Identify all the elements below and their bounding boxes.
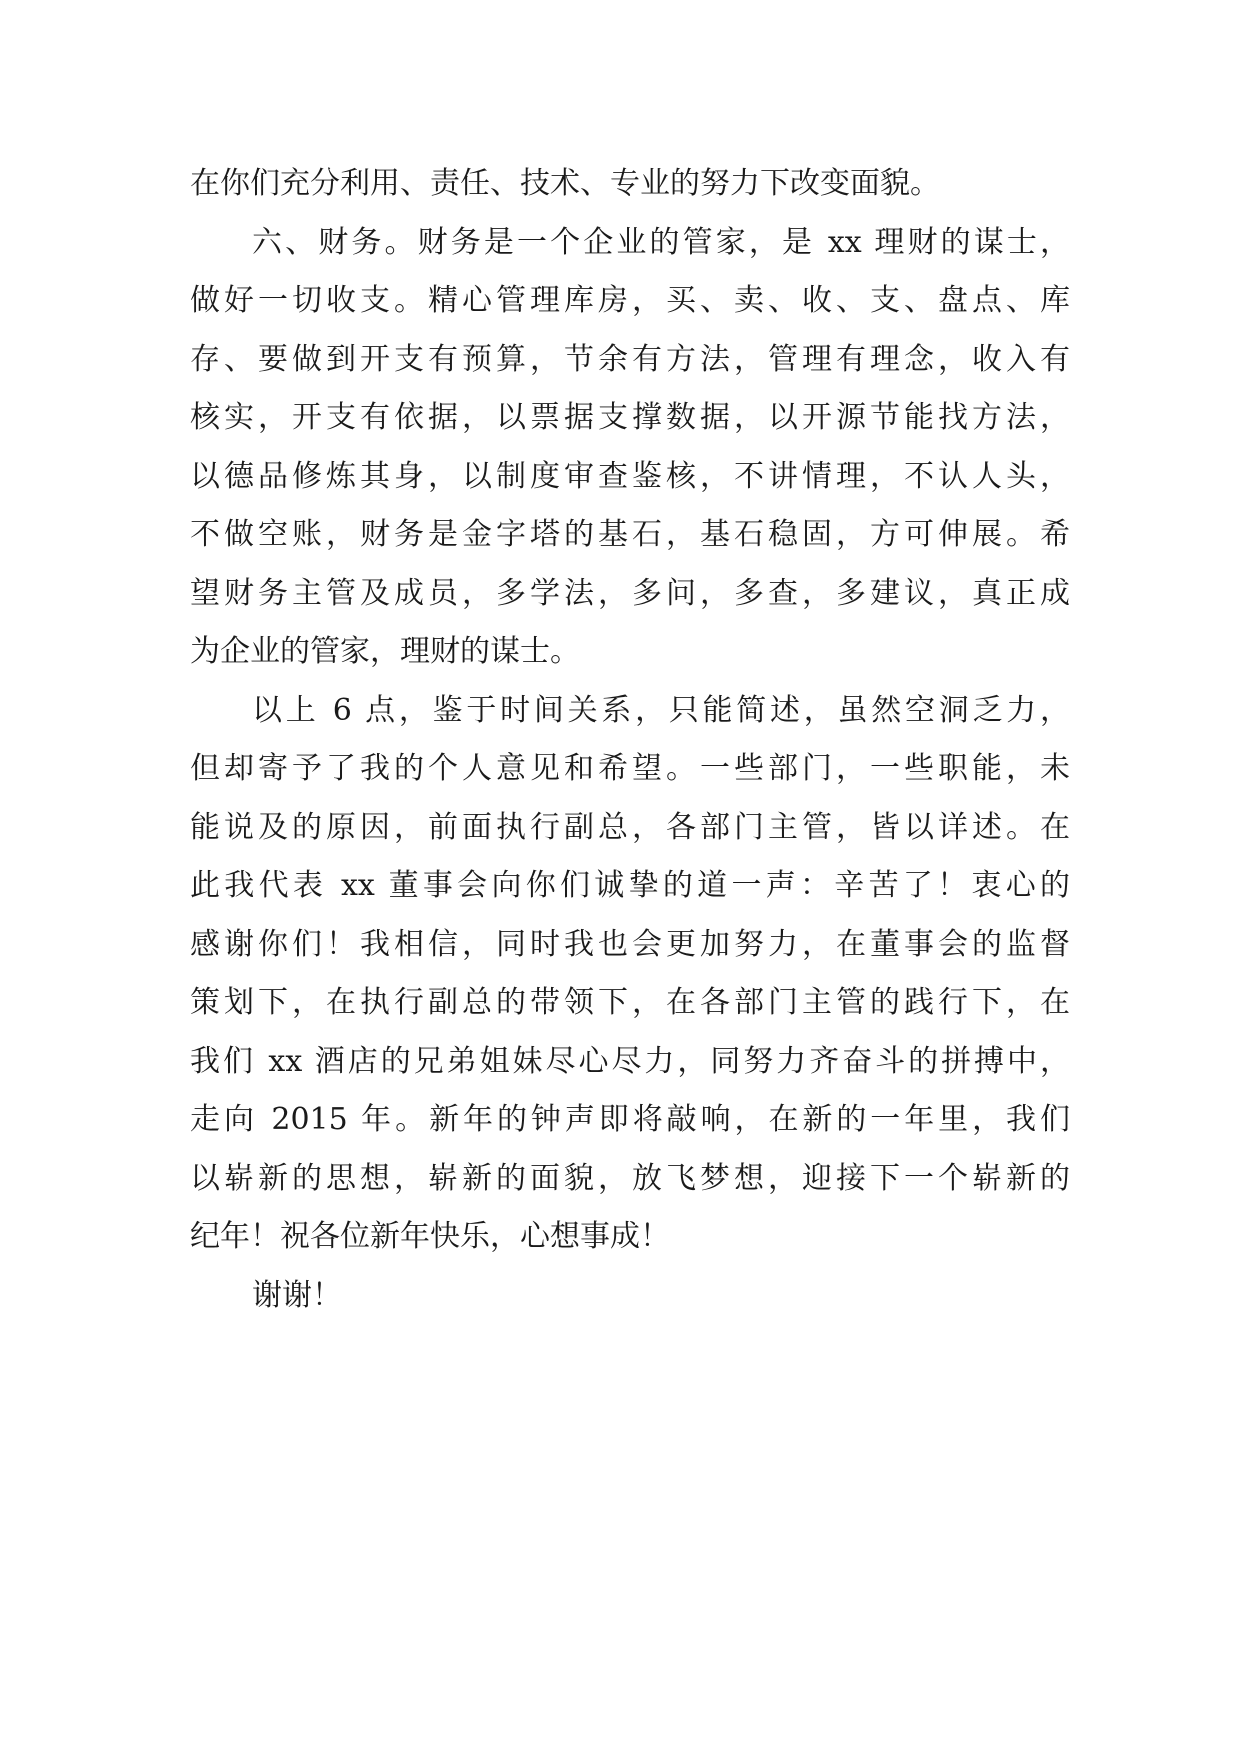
text-line: 在你们充分利用、责任、技术、专业的努力下改变面貌。 xyxy=(190,166,940,201)
text-line: 核实，开支有依据，以票据支撑数据，以开源节能找方法， xyxy=(190,400,1070,435)
text-line: 纪年！祝各位新年快乐，心想事成！ xyxy=(190,1219,670,1254)
text-line: 为企业的管家，理财的谋士。 xyxy=(190,634,580,669)
text-line: 做好一切收支。精心管理库房，买、卖、收、支、盘点、库 xyxy=(190,283,1070,318)
text-line: 存、要做到开支有预算，节余有方法，管理有理念，收入有 xyxy=(190,341,1070,377)
text-line: 此我代表 xx 董事会向你们诚挚的道一声：辛苦了！衷心的 xyxy=(190,868,1070,903)
text-line: 感谢你们！我相信，同时我也会更加努力，在董事会的监督 xyxy=(190,926,1070,962)
text-line: 望财务主管及成员，多学法，多问，多查，多建议，真正成 xyxy=(190,575,1070,611)
paragraph-finance-start: 六、财务。财务是一个企业的管家，是 xx 理财的谋士， xyxy=(252,224,1070,260)
closing-thanks: 谢谢！ xyxy=(252,1277,342,1313)
text-line: 以崭新的思想，崭新的面貌，放飞梦想，迎接下一个崭新的 xyxy=(190,1160,1070,1196)
text-line: 能说及的原因，前面执行副总，各部门主管，皆以详述。在 xyxy=(190,809,1070,845)
text-line: 我们 xx 酒店的兄弟姐妹尽心尽力，同努力齐奋斗的拼搏中， xyxy=(190,1043,1070,1079)
paragraph-summary-start: 以上 6 点，鉴于时间关系，只能简述，虽然空洞乏力， xyxy=(252,692,1070,728)
text-line: 但却寄予了我的个人意见和希望。一些部门，一些职能，未 xyxy=(190,751,1070,786)
text-line: 不做空账，财务是金字塔的基石，基石稳固，方可伸展。希 xyxy=(190,517,1070,552)
document-body xyxy=(190,155,1070,1325)
text-line: 以德品修炼其身，以制度审查鉴核，不讲情理，不认人头， xyxy=(190,458,1070,494)
text-line: 走向 2015 年。新年的钟声即将敲响，在新的一年里，我们 xyxy=(190,1102,1070,1137)
text-line: 策划下，在执行副总的带领下，在各部门主管的践行下，在 xyxy=(190,985,1070,1020)
